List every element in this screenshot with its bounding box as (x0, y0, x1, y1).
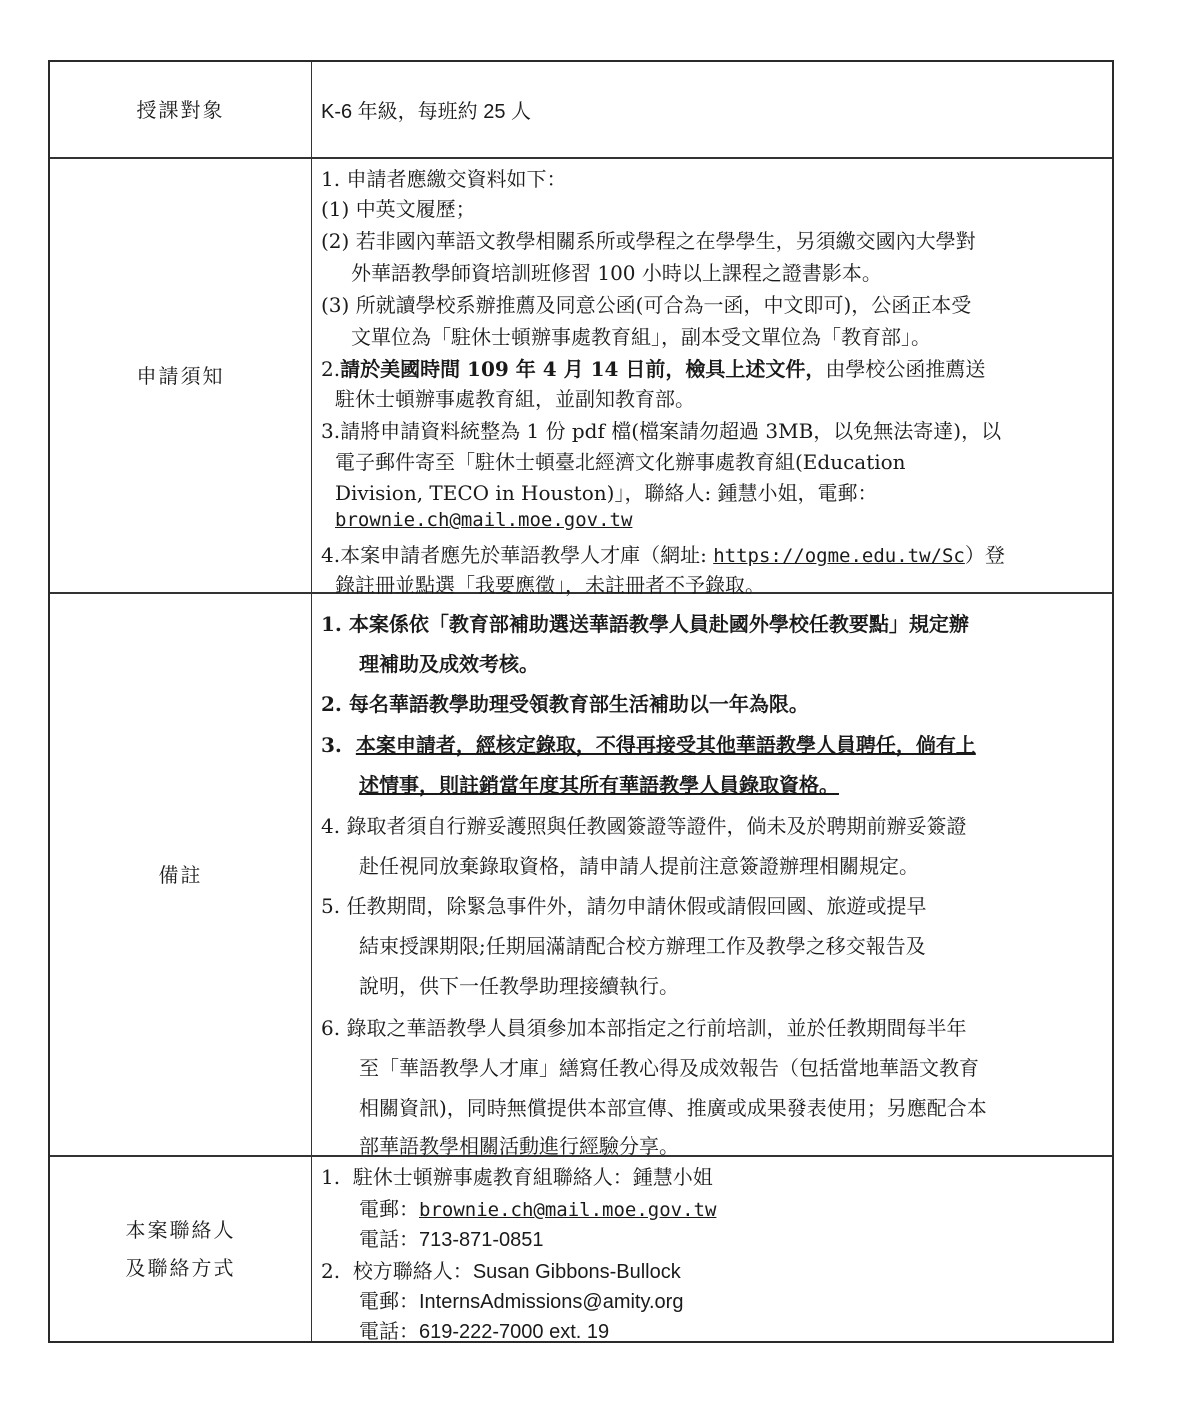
content-contact (313, 1157, 1112, 1341)
app-line-register (321, 539, 1005, 568)
note-text: 本案申請者，經核定錄取，不得再接受其他華語教學人員聘任，倘有上 (355, 733, 976, 757)
item-number: 1. (321, 1165, 341, 1189)
app-line: 3.請將申請資料統整為 1 份 pdf 檔(檔案請勿超過 3MB，以免無法寄達)，以 (321, 419, 1002, 443)
contact-2-phone (359, 1315, 609, 1344)
contact-1-title (321, 1161, 713, 1190)
phone-value: 713-871-0851 (419, 1229, 544, 1251)
app-line: 駐休士頓辦事處教育組，並副知教育部。 (335, 387, 695, 411)
label-target (50, 62, 312, 157)
note-item-3 (321, 729, 976, 758)
phone-label: 電話： (359, 1227, 419, 1251)
note-line: 4. 錄取者須自行辦妥護照與任教國簽證等證件，倘未及於聘期前辦妥簽證 (321, 814, 967, 838)
app-line: (2) 若非國內華語文教學相關系所或學程之在學學生，另須繳交國內大學對 (321, 229, 976, 253)
item-number: 2. (321, 357, 341, 381)
note-line: 2. 每名華語教學助理受領教育部生活補助以一年為限。 (321, 692, 809, 716)
note-line: 結束授課期限;任期屆滿請配合校方辦理工作及教學之移交報告及 (359, 934, 926, 958)
email-value[interactable]: InternsAdmissions@amity.org (419, 1291, 684, 1313)
note-line: 赴任視同放棄錄取資格，請申請人提前注意簽證辦理相關規定。 (359, 854, 919, 878)
phone-value: 619-222-7000 ext. 19 (419, 1321, 610, 1343)
phone-label: 電話： (359, 1319, 419, 1343)
contact-name: Susan Gibbons-Bullock (472, 1261, 681, 1283)
contact-text: 校方聯絡人： (352, 1259, 473, 1283)
contact-1-email (359, 1193, 716, 1222)
item-number: 2. (321, 1259, 341, 1283)
note-line: 6. 錄取之華語教學人員須參加本部指定之行前培訓，並於任教期間每半年 (321, 1016, 967, 1040)
app-line-deadline (321, 353, 985, 382)
row-contact (50, 1157, 1112, 1341)
row-notes (50, 594, 1112, 1157)
note-line: 至「華語教學人才庫」繕寫任教心得及成效報告（包括當地華語文教育 (359, 1056, 979, 1080)
row-target (50, 62, 1112, 159)
note-line: 說明，供下一任教學助理接續執行。 (359, 974, 679, 998)
app-line: 外華語教學師資培訓班修習 100 小時以上課程之證書影本。 (351, 261, 882, 285)
label-application (50, 159, 312, 592)
app-line: 錄註冊並點選「我要應徵」，未註冊者不予錄取。 (335, 573, 765, 597)
label-text: 授課對象 (136, 97, 225, 122)
email-link[interactable]: brownie.ch@mail.moe.gov.tw (419, 1199, 717, 1221)
contact-1-phone (359, 1223, 544, 1252)
content-notes (313, 594, 1112, 1158)
note-line: 相關資訊)，同時無償提供本部宣傳、推廣或成果發表使用；另應配合本 (359, 1096, 987, 1120)
note-line: 述情事，則註銷當年度其所有華語教學人員錄取資格。 (359, 773, 839, 797)
contact-2-email (359, 1285, 683, 1314)
contact-2-title (321, 1255, 681, 1284)
email-link[interactable]: brownie.ch@mail.moe.gov.tw (335, 509, 633, 531)
label-text: 備註 (158, 862, 203, 887)
content-target (313, 62, 1112, 157)
email-label: 電郵： (359, 1197, 419, 1221)
content-application (313, 159, 1112, 597)
label-text: 本案聯絡人 (125, 1218, 236, 1242)
contact-text: 駐休士頓辦事處教育組聯絡人：鍾慧小姐 (352, 1165, 713, 1189)
talent-pool-link[interactable]: https://ogme.edu.tw/Sc (713, 545, 965, 567)
note-line: 部華語教學相關活動進行經驗分享。 (359, 1134, 679, 1158)
app-line: (3) 所就讀學校系辦推薦及同意公函(可合為一函，中文即可)，公函正本受 (321, 293, 972, 317)
app-line: 電子郵件寄至「駐休士頓臺北經濟文化辦事處教育組(Education (335, 450, 906, 474)
item-number: 3. (321, 733, 342, 757)
app-line: 1. 申請者應繳交資料如下： (321, 167, 567, 191)
note-line: 1. 本案係依「教育部補助選送華語教學人員赴國外學校任教要點」規定辦 (321, 612, 969, 636)
note-line: 理補助及成效考核。 (359, 652, 539, 676)
label-notes (50, 594, 312, 1155)
app-line: Division, TECO in Houston)」，聯絡人: 鍾慧小姐，電郵： (335, 481, 878, 505)
info-table (48, 60, 1114, 1343)
label-text: 申請須知 (136, 363, 225, 388)
label-text: 及聯絡方式 (125, 1256, 236, 1280)
app-line: (1) 中英文履歷； (321, 197, 476, 221)
row-application (50, 159, 1112, 597)
target-value: K-6 年級，每班約 25 人 (321, 101, 532, 123)
label-contact (50, 1157, 312, 1341)
app-text: 由學校公函推薦送 (825, 357, 986, 381)
app-line: 文單位為「駐休士頓辦事處教育組」，副本受文單位為「教育部」。 (351, 325, 931, 349)
app-text: ）登 (964, 543, 1005, 567)
app-text: 4.本案申請者應先於華語教學人才庫（網址: (321, 543, 714, 567)
email-label: 電郵： (359, 1289, 419, 1313)
note-line: 5. 任教期間，除緊急事件外，請勿申請休假或請假回國、旅遊或提早 (321, 894, 927, 918)
deadline-text: 請於美國時間 109 年 4 月 14 日前，檢具上述文件， (340, 357, 826, 381)
